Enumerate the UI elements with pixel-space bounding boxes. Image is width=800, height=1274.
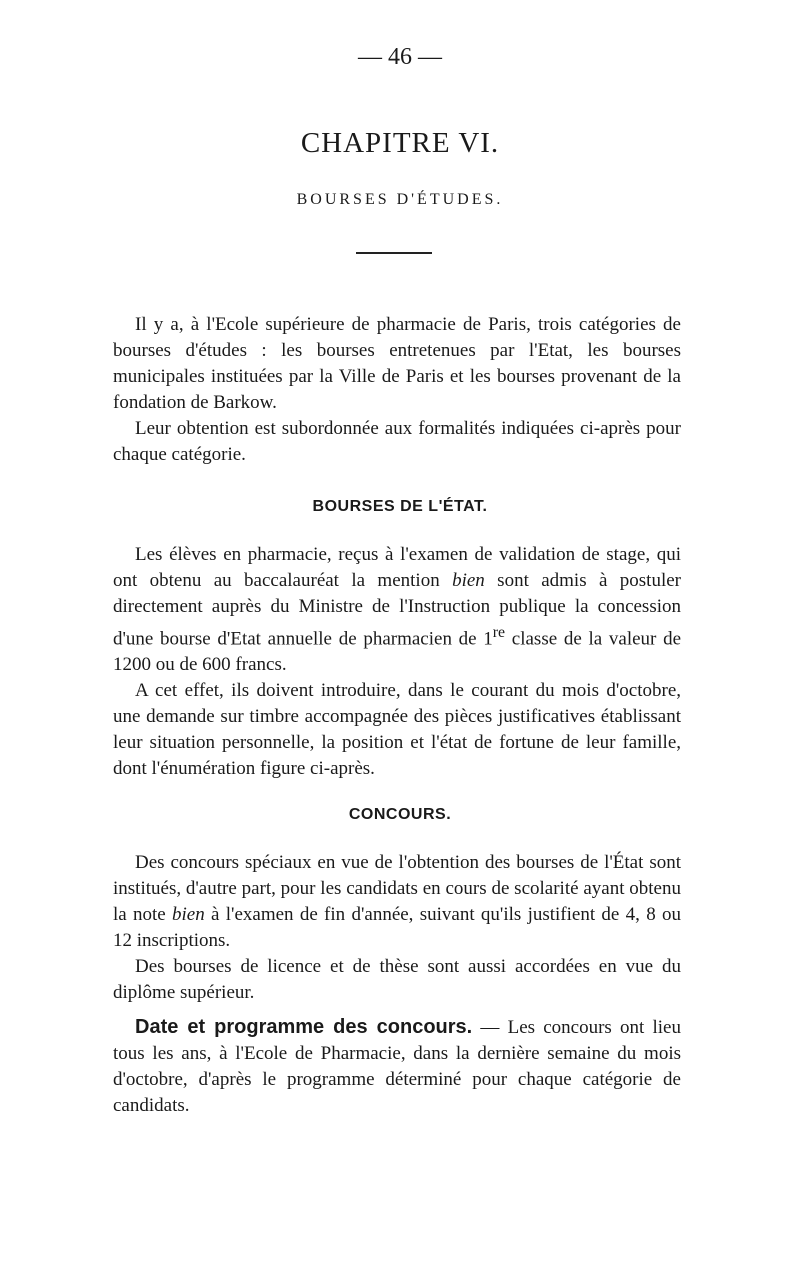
intro-paragraph-2: Leur obtention est subordonnée aux formalités indiquées ci-après pour chaque catégorie. (113, 418, 681, 465)
date-programme-runin-heading: Date et programme des concours. (135, 1016, 473, 1038)
title-divider (356, 252, 432, 254)
concours-p1-text-a: Des concours spéciaux en vue de l'obtention des bourses de l'État sont institués, d'autre part, pour les candidats en cours de scolarité ayant obtenu la note (113, 852, 681, 925)
concours-paragraph-1 (113, 850, 681, 954)
chapter-title: CHAPITRE VI. (300, 127, 500, 159)
concours-paragraph-3 (113, 1014, 681, 1119)
etat-p1-superscript: re (492, 624, 506, 641)
page-number: — 46 — (358, 44, 442, 70)
intro-paragraph-1: Il y a, à l'Ecole supérieure de pharmacie de Paris, trois catégories de bourses d'études : les bourses entretenues par l'Etat, les bourses municipales instituées par la Ville de Paris et les bourses provenant de la fondation de Barkow. (113, 314, 681, 413)
concours-p1-emphasis: bien (172, 904, 205, 925)
etat-p1-text-a: Les élèves en pharmacie, reçus à l'examen de validation de stage, qui ont obtenu au baccalauréat la mention (113, 544, 681, 591)
etat-paragraph-2: A cet effet, ils doivent introduire, dans le courant du mois d'octobre, une demande sur timbre accompagnée des pièces justificatives établissant leur situation personnelle, la position et l'état de fortune de leur famille, dont l'énumération figure ci-après. (113, 680, 681, 780)
concours-p1-text-b: à l'examen de fin d'année, suivant qu'ils justifient de 4, 8 ou 12 inscriptions. (113, 904, 681, 951)
section-heading-concours: CONCOURS. (348, 806, 452, 823)
concours-paragraph-2: Des bourses de licence et de thèse sont aussi accordées en vue du diplôme supérieur. (113, 956, 681, 1003)
etat-p1-text-c: classe de la valeur de 1200 ou de 600 francs. (113, 628, 681, 676)
etat-p1-text-b: sont admis à postuler directement auprès du Ministre de l'Instruction publique la concession d'une bourse d'Etat annuelle de pharmacien de 1 (113, 570, 681, 650)
etat-section (113, 542, 681, 782)
concours-section (113, 850, 681, 1119)
etat-paragraph-1 (113, 542, 681, 678)
intro-section (113, 312, 681, 468)
chapter-subtitle: BOURSES D'ÉTUDES. (296, 191, 504, 208)
concours-p3-text: — Les concours ont lieu tous les ans, à l'Ecole de Pharmacie, dans la dernière semaine du mois d'octobre, d'après le programme déterminé pour chaque catégorie de candidats. (113, 1017, 681, 1116)
etat-p1-emphasis: bien (452, 570, 485, 591)
section-heading-etat: BOURSES DE L'ÉTAT. (312, 498, 488, 515)
